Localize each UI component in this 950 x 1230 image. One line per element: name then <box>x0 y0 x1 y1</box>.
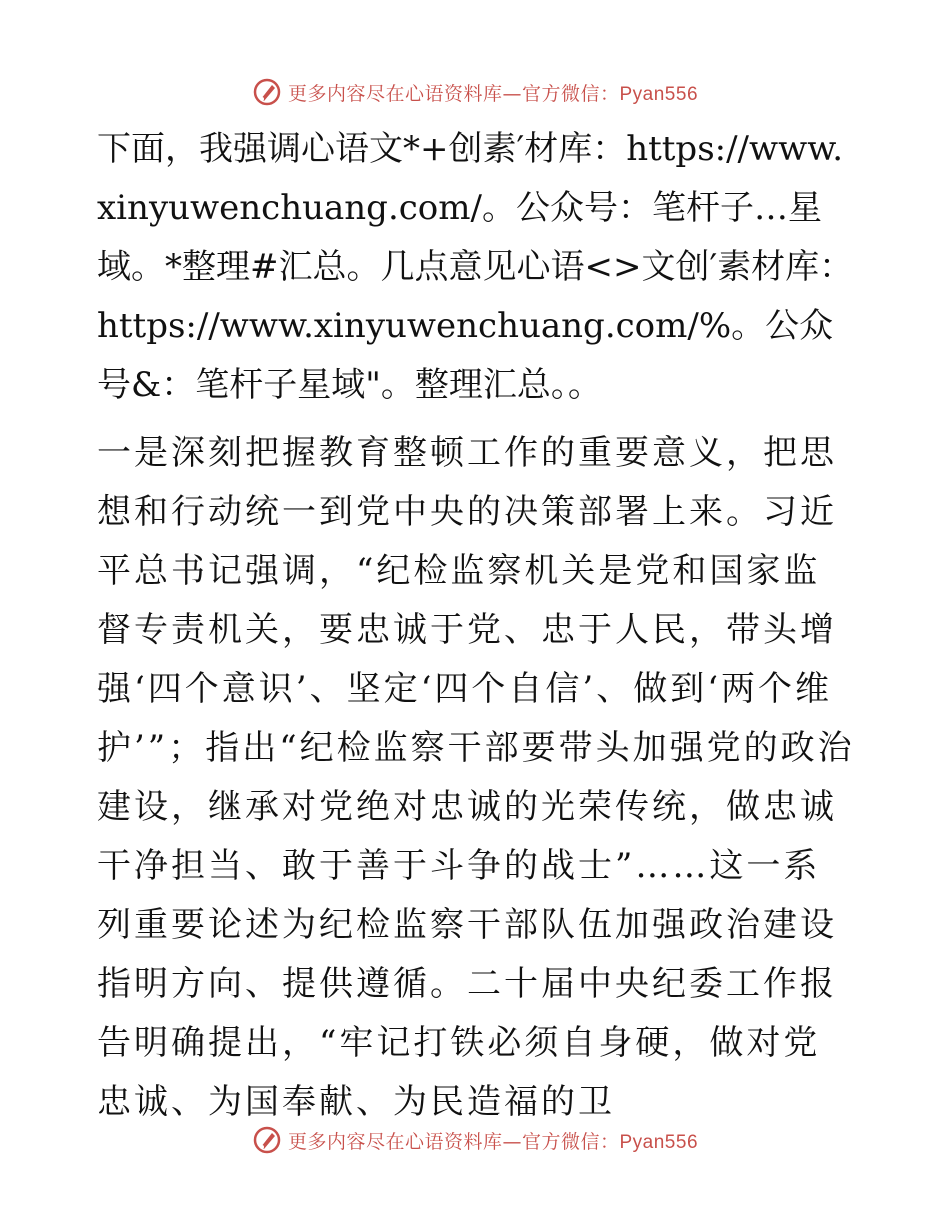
watermark-wechat-handle: Pyan556 <box>619 83 699 105</box>
watermark-wechat-label: 官方微信： <box>521 1130 620 1153</box>
fountain-pen-logo-icon <box>252 77 282 107</box>
watermark-text <box>288 1127 698 1154</box>
watermark-wechat-label: 官方微信： <box>521 82 620 105</box>
watermark-text <box>288 79 698 106</box>
paragraph-main: 一是深刻把握教育整顿工作的重要意义，把思想和行动统一到党中央的决策部署上来。习近平总书记强调，“纪检监察机关是党和国家监督专责机关，要忠诚于党、忠于人民，带头增强‘四个意识’、坚定‘四个自信’、做到‘两个维护’”；指出“纪检监察干部要带头加强党的政治建设，继承对党绝对忠诚的光荣传统，做忠诚干净担当、敢于善于斗争的战士”……这一系列重要论述为纪检监察干部队伍加强政治建设指明方向、提供遵循。二十届中央纪委工作报告明确提出，“牢记打铁必须自身硬，做对党忠诚、为国奉献、为民造福的卫 <box>97 433 855 1122</box>
watermark-separator: — <box>502 82 522 105</box>
footer-watermark-banner <box>0 1120 950 1160</box>
fountain-pen-logo-icon <box>252 1125 282 1155</box>
header-watermark-banner <box>0 72 950 112</box>
paragraph-intro: 下面，我强调心语文*+创素′材库：https://www.xinyuwenchuang.com/。公众号：笔杆子…星域。*整理#汇总。几点意见心语<>文创′素材库：https://www.xinyuwenchuang.com/%。公众号&：笔杆子星域"。整理汇总。。 <box>97 129 854 405</box>
watermark-title: 更多内容尽在心语资料库 <box>287 1130 503 1153</box>
watermark-wechat-handle: Pyan556 <box>619 1131 699 1153</box>
watermark-separator: — <box>502 1130 522 1153</box>
watermark-title: 更多内容尽在心语资料库 <box>287 82 503 105</box>
